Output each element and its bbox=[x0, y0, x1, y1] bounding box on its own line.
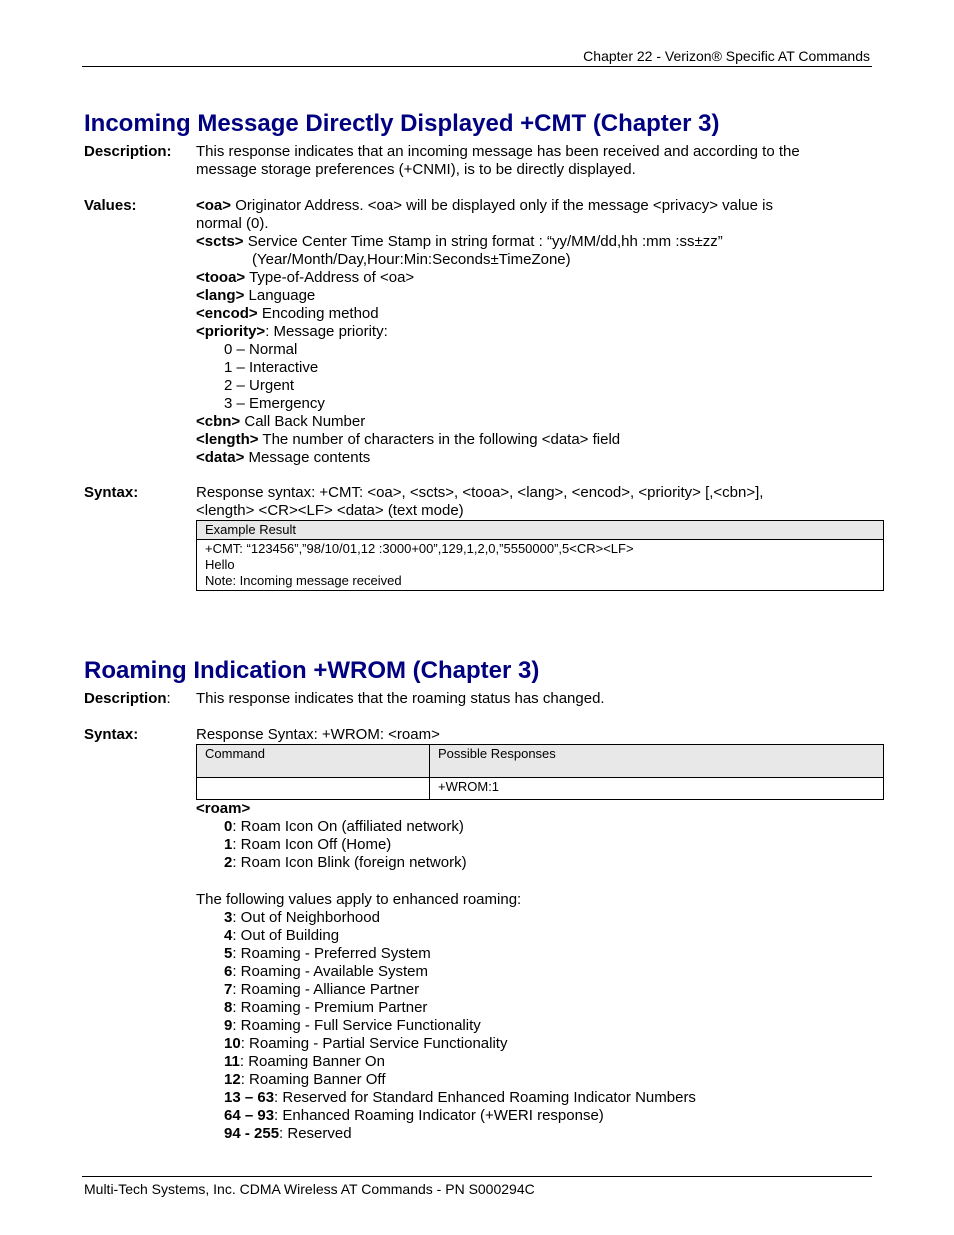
wrom-description: This response indicates that the roaming status has changed. bbox=[196, 690, 605, 707]
roam-value: 1: Roam Icon Off (Home) bbox=[224, 836, 392, 853]
enhanced-value: 3: Out of Neighborhood bbox=[224, 909, 380, 926]
enhanced-value: 10: Roaming - Partial Service Functionality bbox=[224, 1035, 508, 1052]
value-lang: <lang> Language bbox=[196, 287, 316, 304]
value-scts: <scts> Service Center Time Stamp in string format : “yy/MM/dd,hh :mm :ss±zz” bbox=[196, 233, 723, 250]
roam-label: <roam> bbox=[196, 800, 251, 817]
table-header-responses: Possible Responses bbox=[430, 745, 884, 778]
table-header-command: Command bbox=[197, 745, 430, 778]
enhanced-value: 4: Out of Building bbox=[224, 927, 340, 944]
cmt-description: This response indicates that an incoming message has been received and according to the message storage preferences (+CNMI), is to be directly displayed. bbox=[196, 143, 800, 178]
priority-option: 3 – Emergency bbox=[224, 395, 325, 412]
cmt-values-label: Values: bbox=[84, 197, 137, 214]
value-oa: <oa> Originator Address. <oa> will be displayed only if the message <privacy> value is normal (0). bbox=[196, 197, 773, 232]
roam-value: 0: Roam Icon On (affiliated network) bbox=[224, 818, 464, 835]
enhanced-value: 64 – 93: Enhanced Roaming Indicator (+WERI response) bbox=[224, 1107, 604, 1124]
page-header bbox=[82, 46, 872, 67]
enhanced-value: 11: Roaming Banner On bbox=[224, 1053, 385, 1070]
example-line: Hello bbox=[205, 557, 235, 572]
table-cell-command bbox=[197, 778, 430, 800]
wrom-description-label: Description: bbox=[84, 690, 171, 707]
footer-text: Multi-Tech Systems, Inc. CDMA Wireless AT Commands - PN S000294C bbox=[84, 1181, 535, 1197]
table-cell-response: +WROM:1 bbox=[430, 778, 884, 800]
example-body bbox=[197, 540, 884, 591]
cmt-syntax-label: Syntax: bbox=[84, 484, 139, 501]
enhanced-value: 12: Roaming Banner Off bbox=[224, 1071, 386, 1088]
wrom-syntax: Response Syntax: +WROM: <roam> bbox=[196, 726, 440, 743]
wrom-response-table bbox=[196, 744, 884, 800]
example-line: Note: Incoming message received bbox=[205, 573, 402, 588]
cmt-values-list bbox=[196, 197, 816, 467]
value-priority: <priority>: Message priority: bbox=[196, 323, 388, 340]
priority-option: 2 – Urgent bbox=[224, 377, 295, 394]
priority-option: 0 – Normal bbox=[224, 341, 298, 358]
enhanced-value: 7: Roaming - Alliance Partner bbox=[224, 981, 420, 998]
enhanced-value: 5: Roaming - Preferred System bbox=[224, 945, 431, 962]
header-text: Chapter 22 - Verizon® Specific AT Commands bbox=[583, 48, 870, 64]
value-tooa: <tooa> Type-of-Address of <oa> bbox=[196, 269, 415, 286]
value-data: <data> Message contents bbox=[196, 449, 371, 466]
enhanced-value: 8: Roaming - Premium Partner bbox=[224, 999, 428, 1016]
cmt-description-label: Description: bbox=[84, 143, 172, 160]
roam-values-list bbox=[196, 800, 856, 1143]
wrom-title: Roaming Indication +WROM (Chapter 3) bbox=[84, 657, 540, 684]
enhanced-value: 13 – 63: Reserved for Standard Enhanced Roaming Indicator Numbers bbox=[224, 1089, 696, 1106]
value-encod: <encod> Encoding method bbox=[196, 305, 379, 322]
roam-value: 2: Roam Icon Blink (foreign network) bbox=[224, 854, 467, 871]
enhanced-value: 94 - 255: Reserved bbox=[224, 1125, 352, 1142]
example-header: Example Result bbox=[197, 521, 884, 540]
enhanced-value: 6: Roaming - Available System bbox=[224, 963, 428, 980]
wrom-syntax-label: Syntax: bbox=[84, 726, 139, 743]
priority-option: 1 – Interactive bbox=[224, 359, 319, 376]
page-footer bbox=[82, 1176, 872, 1197]
value-length: <length> The number of characters in the following <data> field bbox=[196, 431, 621, 448]
value-cbn: <cbn> Call Back Number bbox=[196, 413, 366, 430]
enhanced-intro: The following values apply to enhanced roaming: bbox=[196, 891, 522, 908]
cmt-title: Incoming Message Directly Displayed +CMT (Chapter 3) bbox=[84, 110, 720, 137]
value-scts-format: (Year/Month/Day,Hour:Min:Seconds±TimeZone) bbox=[252, 251, 571, 268]
enhanced-value: 9: Roaming - Full Service Functionality bbox=[224, 1017, 481, 1034]
example-line: +CMT: “123456”,”98/10/01,12 :3000+00”,129,1,2,0,”5550000”,5<CR><LF> bbox=[205, 541, 634, 556]
cmt-example-table bbox=[196, 520, 884, 591]
cmt-syntax: Response syntax: +CMT: <oa>, <scts>, <tooa>, <lang>, <encod>, <priority> [,<cbn>], <length> <CR><LF> <data> (text mode) bbox=[196, 484, 764, 519]
